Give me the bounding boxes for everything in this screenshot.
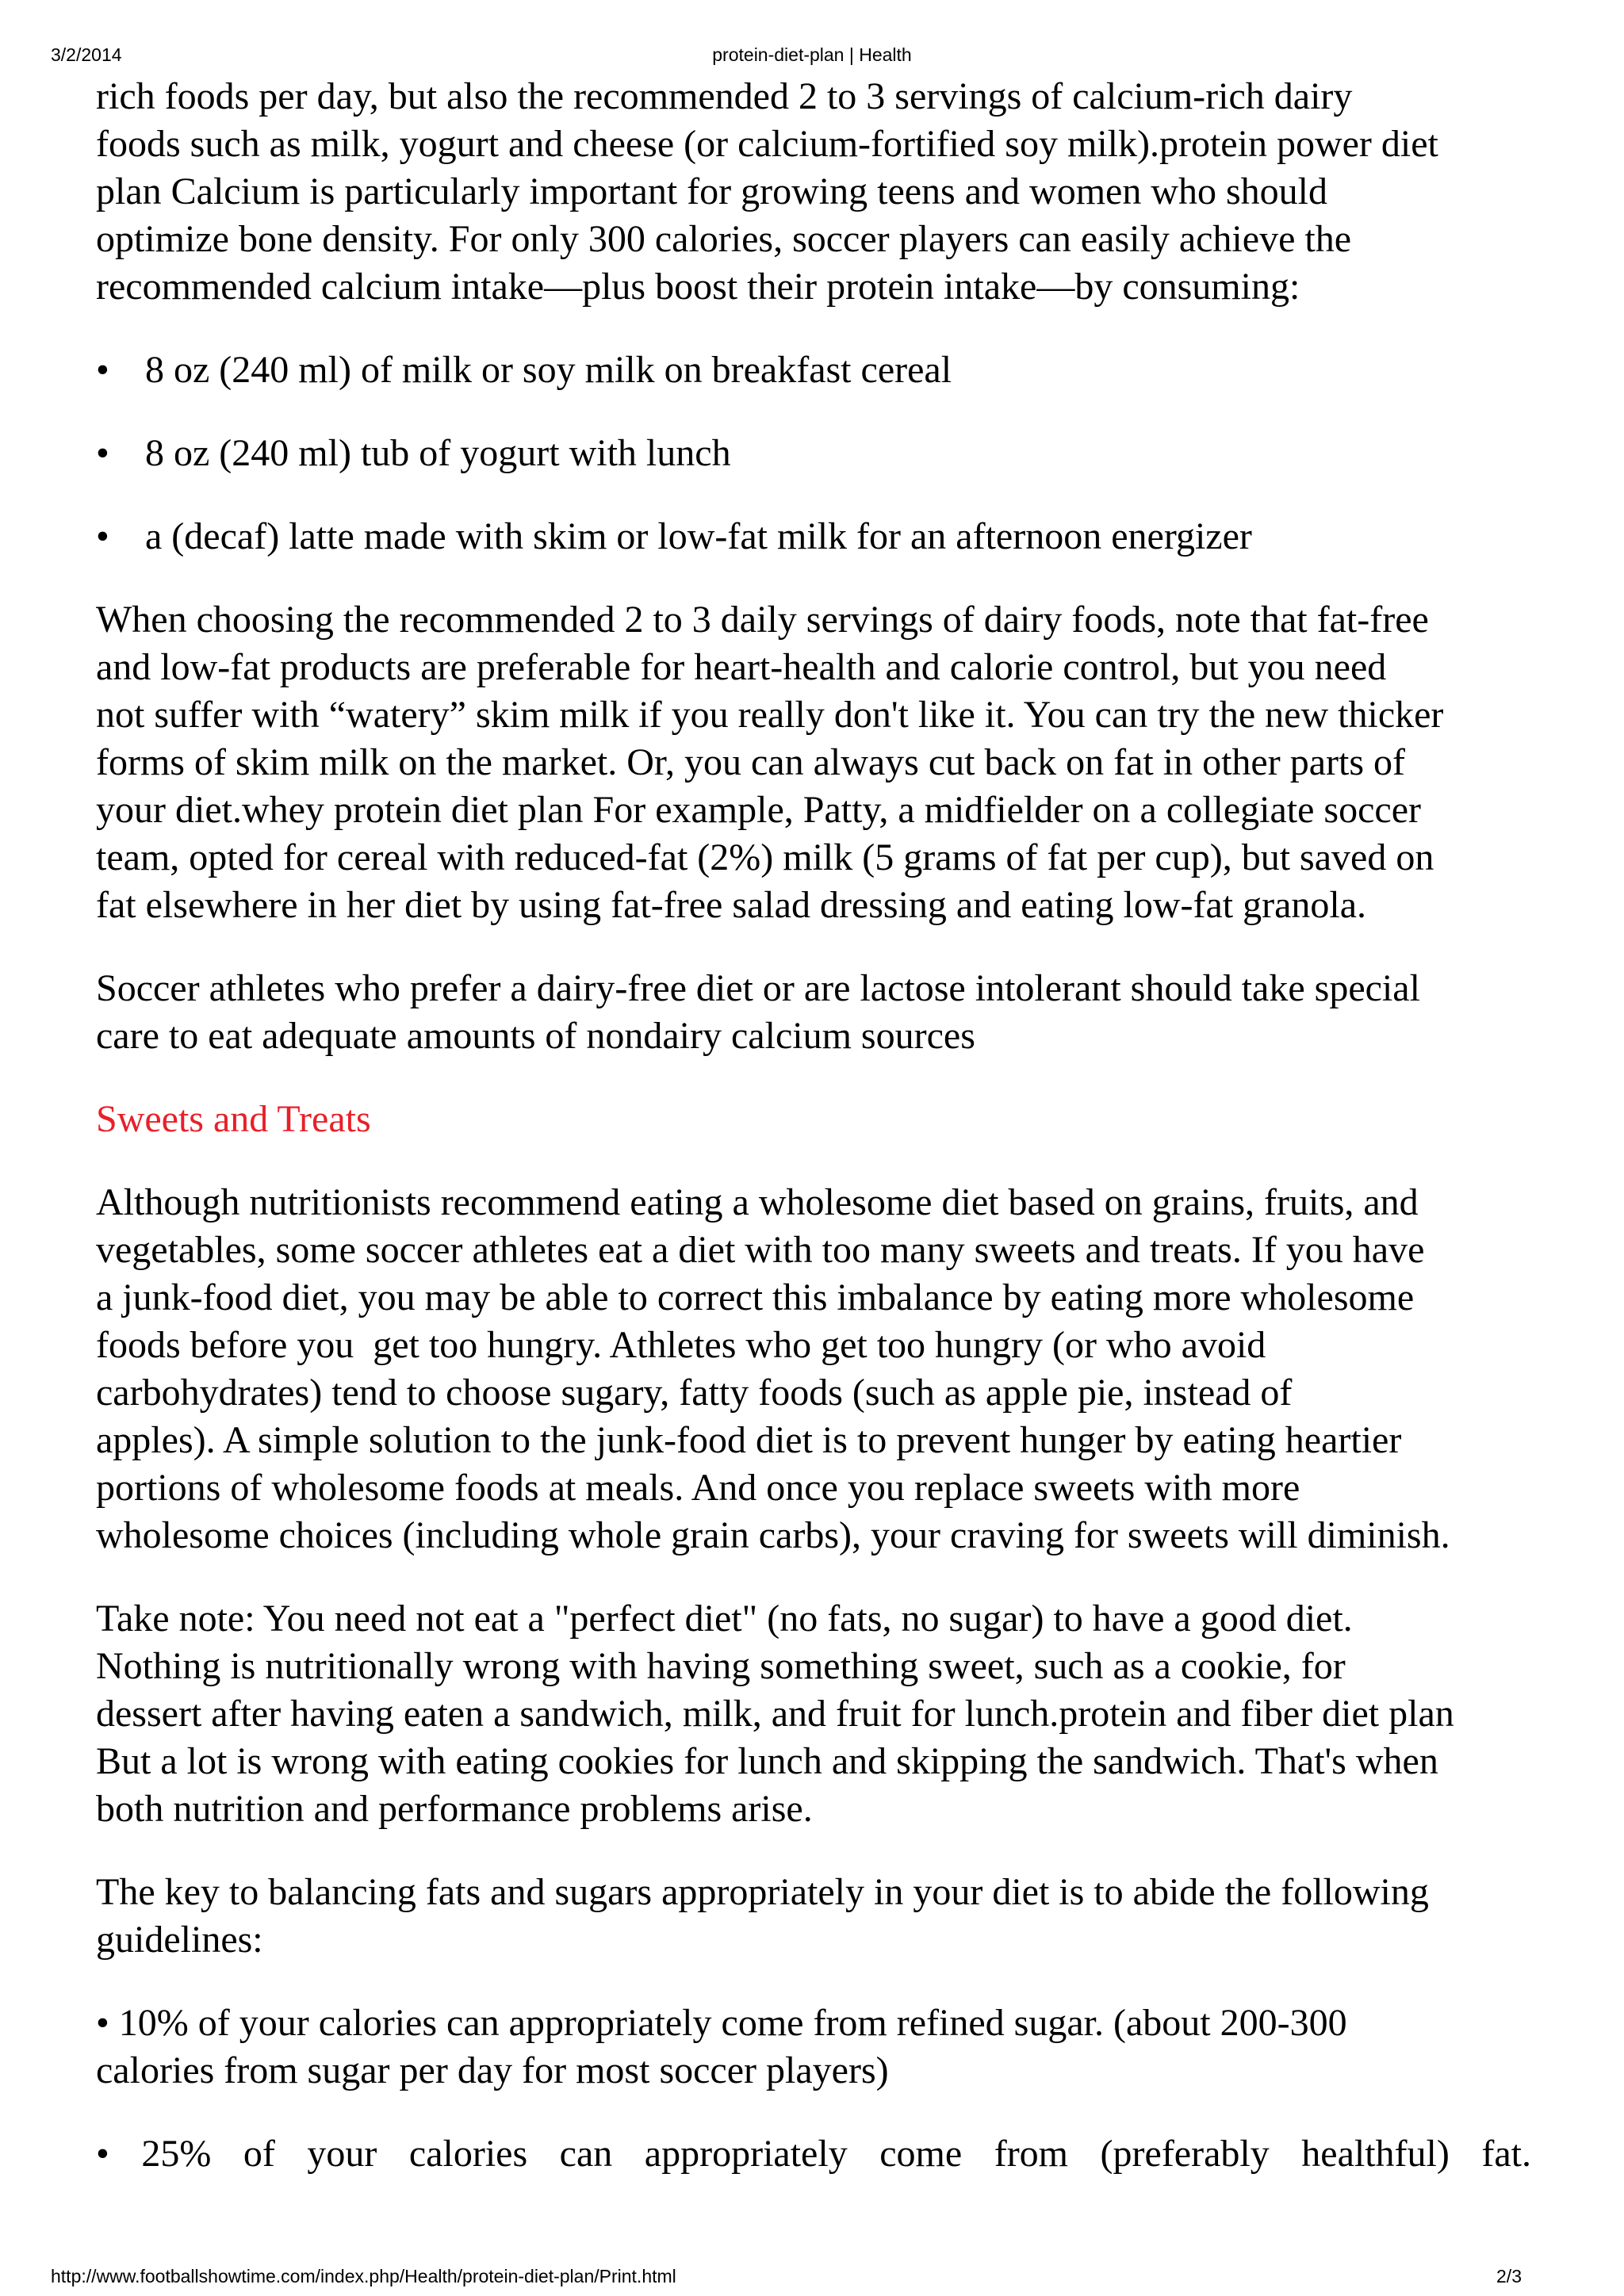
text-line: dessert after having eaten a sandwich, milk, and fruit for lunch.protein and fiber diet plan [96,1693,1454,1735]
text-line: optimize bone density. For only 300 calories, soccer players can easily achieve the [96,218,1352,260]
text-line: vegetables, some soccer athletes eat a diet with too many sweets and treats. If you have [96,1229,1425,1271]
text-line: care to eat adequate amounts of nondairy calcium sources [96,1015,975,1057]
text-line: Soccer athletes who prefer a dairy-free diet or are lactose intolerant should take special [96,967,1420,1009]
section-heading [96,1096,1531,1143]
text-line: • 10% of your calories can appropriately come from refined sugar. (about 200-300 [96,2002,1347,2044]
text-line: wholesome choices (including whole grain carbs), your craving for sweets will diminish. [96,1514,1450,1556]
text-line: • 25% of your calories can appropriately come from (preferably healthful) fat. [96,2133,1531,2175]
text-line: both nutrition and performance problems arise. [96,1788,813,1830]
print-page-title: protein-diet-plan | Health [712,44,912,65]
paragraph-sweets [96,1179,1531,1559]
list-item [96,430,1531,477]
guideline-sugar [96,1999,1531,2095]
paragraph-guidelines-intro [96,1869,1531,1964]
text-line: Nothing is nutritionally wrong with having something sweet, such as a cookie, for [96,1645,1346,1687]
text-line: carbohydrates) tend to choose sugary, fatty foods (such as apple pie, instead of [96,1372,1293,1414]
text-line: calories from sugar per day for most soccer players) [96,2049,889,2091]
bullet-marker: • [96,432,109,474]
text-line: and low-fat products are preferable for heart-health and calorie control, but you need [96,646,1387,688]
text-line: team, opted for cereal with reduced-fat (2%) milk (5 grams of fat per cup), but saved on [96,836,1434,878]
text-line: Although nutritionists recommend eating a wholesome diet based on grains, fruits, and [96,1181,1419,1223]
list-item-text: 8 oz (240 ml) of milk or soy milk on breakfast cereal [145,349,952,391]
print-source-url: http://www.footballshowtime.com/index.php/Health/protein-diet-plan/Print.html [51,2266,676,2286]
bullet-marker: • [96,349,109,391]
paragraph-calcium-intro [96,73,1531,311]
paragraph-dairy-free [96,965,1531,1060]
text-line: rich foods per day, but also the recommended 2 to 3 servings of calcium-rich dairy [96,75,1353,117]
text-line: a junk-food diet, you may be able to correct this imbalance by eating more wholesome [96,1276,1415,1318]
guideline-fat [96,2130,1531,2178]
text-line: not suffer with “watery” skim milk if you really don't like it. You can try the new thicker [96,694,1444,736]
text-line: recommended calcium intake—plus boost their protein intake—by consuming: [96,266,1300,308]
text-line: foods such as milk, yogurt and cheese (or calcium-fortified soy milk).protein power diet [96,123,1438,165]
list-item-text: a (decaf) latte made with skim or low-fat milk for an afternoon energizer [145,515,1252,557]
text-line: portions of wholesome foods at meals. And once you replace sweets with more [96,1467,1300,1509]
page-number: 2/3 [1496,2266,1522,2286]
list-item [96,346,1531,394]
text-line: Take note: You need not eat a "perfect diet" (no fats, no sugar) to have a good diet. [96,1598,1353,1640]
paragraph-take-note [96,1595,1531,1833]
text-line: plan Calcium is particularly important for growing teens and women who should [96,170,1328,212]
list-item-text: 8 oz (240 ml) tub of yogurt with lunch [145,432,731,474]
text-line: But a lot is wrong with eating cookies for lunch and skipping the sandwich. That's when [96,1740,1438,1782]
article-body [96,73,1531,2178]
text-line: forms of skim milk on the market. Or, you can always cut back on fat in other parts of [96,741,1405,783]
paragraph-dairy-choice [96,596,1531,929]
text-line: When choosing the recommended 2 to 3 daily servings of dairy foods, note that fat-free [96,599,1429,641]
text-line: fat elsewhere in her diet by using fat-free salad dressing and eating low-fat granola. [96,884,1367,926]
text-line: your diet.whey protein diet plan For example, Patty, a midfielder on a collegiate soccer [96,789,1421,831]
text-line: guidelines: [96,1919,263,1961]
text-line: apples). A simple solution to the junk-food diet is to prevent hunger by eating heartier [96,1419,1402,1461]
text-line: foods before you get too hungry. Athletes who get too hungry (or who avoid [96,1324,1266,1366]
bullet-marker: • [96,515,109,557]
section-heading-text: Sweets and Treats [96,1098,371,1140]
calcium-bullet-list [96,346,1531,561]
list-item [96,513,1531,561]
print-date: 3/2/2014 [51,44,122,65]
text-line: The key to balancing fats and sugars appropriately in your diet is to abide the following [96,1871,1429,1913]
